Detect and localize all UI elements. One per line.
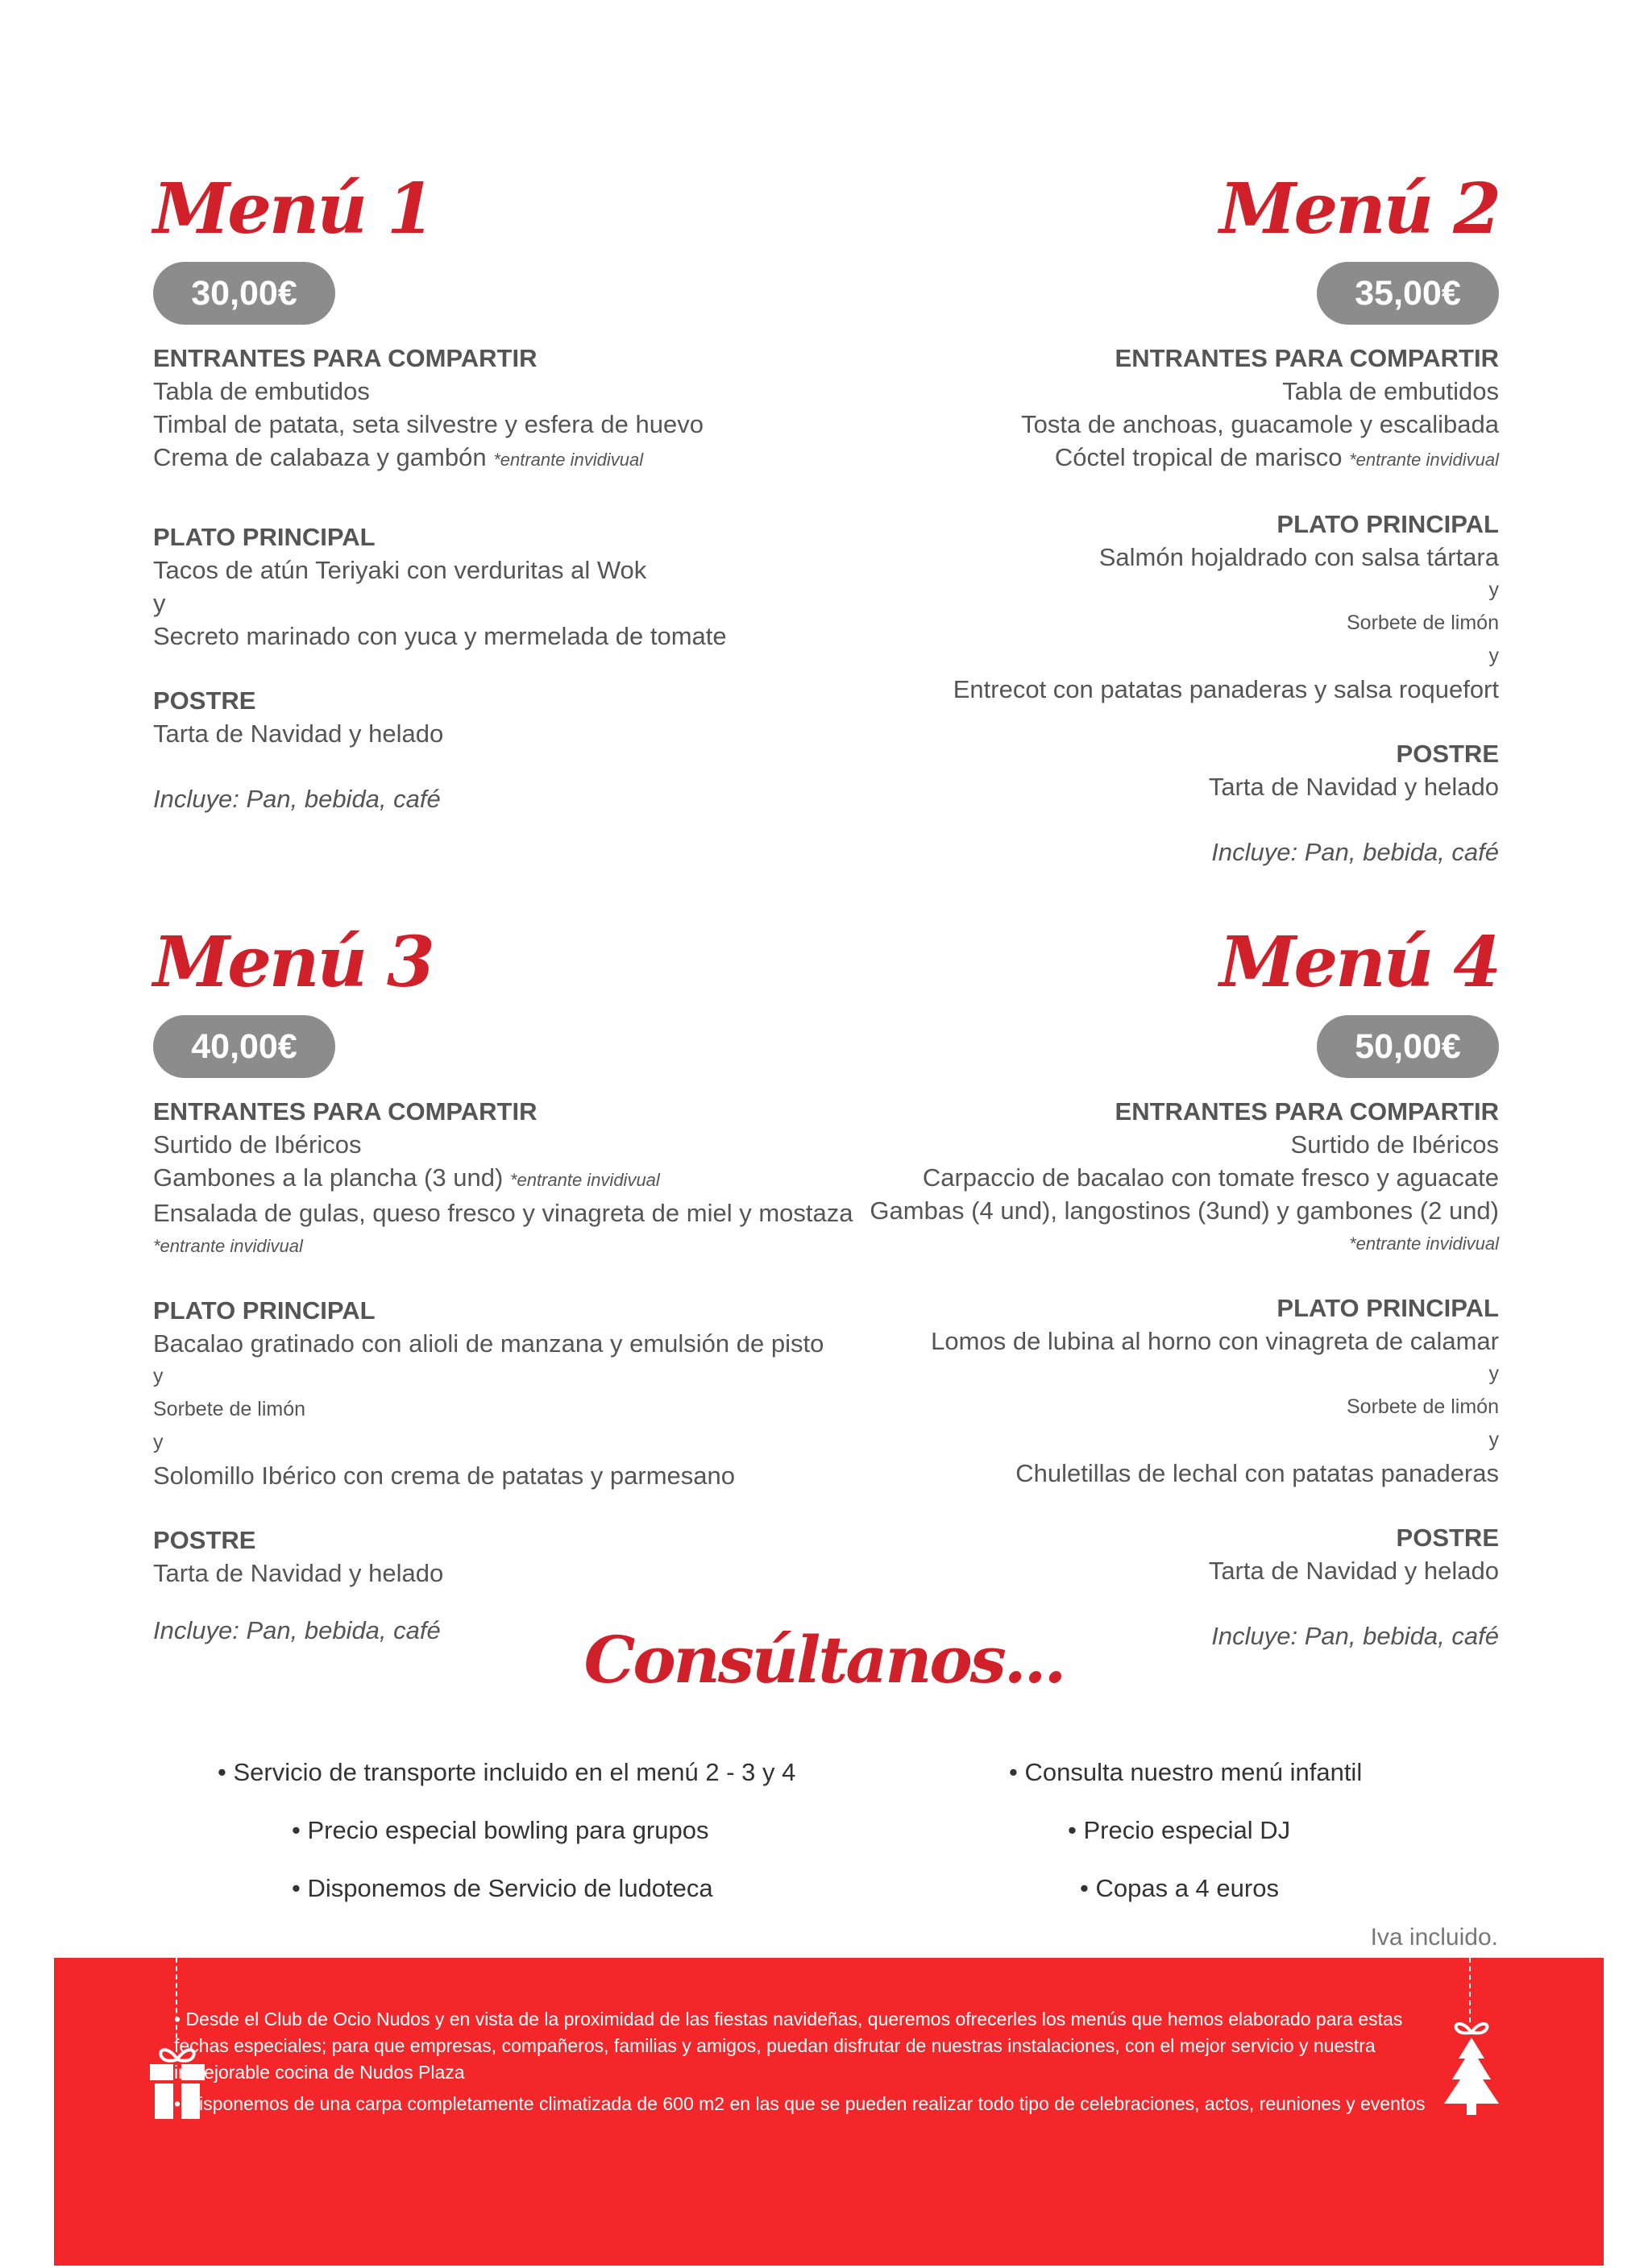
dish-line: y xyxy=(1488,578,1499,601)
footer-text xyxy=(174,2006,1431,2122)
section-heading: PLATO PRINCIPAL xyxy=(1276,510,1499,538)
dish-line: Tarta de Navidad y helado xyxy=(153,719,444,748)
dish-line: Salmón hojaldrado con salsa tártara xyxy=(1098,543,1499,571)
dish-note: *entrante invidivual xyxy=(1349,450,1499,470)
price-badge: 30,00€ xyxy=(153,262,335,325)
dish-line: Carpaccio de bacalao con tomate fresco y aguacate xyxy=(922,1163,1499,1192)
section-heading: POSTRE xyxy=(1396,740,1499,768)
includes-text: Incluye: Pan, bebida, café xyxy=(153,1616,441,1644)
menu-title: Menú 3 xyxy=(153,922,433,1003)
info-bullet: • Consulta nuestro menú infantil xyxy=(1009,1758,1363,1786)
section-heading: ENTRANTES PARA COMPARTIR xyxy=(153,1097,538,1126)
christmas-tree-icon xyxy=(1439,2018,1504,2127)
section-heading: ENTRANTES PARA COMPARTIR xyxy=(153,344,538,372)
price-badge: 40,00€ xyxy=(153,1015,335,1078)
dish-line: y xyxy=(1488,1362,1499,1385)
menu-2 xyxy=(725,169,1499,869)
section-heading: ENTRANTES PARA COMPARTIR xyxy=(1115,344,1499,372)
dish-line: y xyxy=(1488,1428,1499,1451)
dish-line: Entrecot con patatas panaderas y salsa roquefort xyxy=(953,675,1499,703)
dish-line: y xyxy=(1488,645,1499,667)
dish-line: Sorbete de limón xyxy=(1346,1395,1499,1418)
menu-title: Menú 2 xyxy=(1219,168,1499,250)
dish-line: Tabla de embutidos xyxy=(1282,377,1499,405)
dish-line: Tabla de embutidos xyxy=(153,377,370,405)
price-badge: 50,00€ xyxy=(1317,1015,1499,1078)
info-bullet: • Precio especial bowling para grupos xyxy=(292,1816,709,1844)
price-badge: 35,00€ xyxy=(1317,262,1499,325)
info-bullet: • Copas a 4 euros xyxy=(1080,1874,1279,1902)
dish-text: Cóctel tropical de marisco xyxy=(1054,443,1343,471)
dish-note: *entrante invidivual xyxy=(509,1170,660,1190)
dish-line: y xyxy=(153,1365,164,1387)
info-bullet: • Precio especial DJ xyxy=(1068,1816,1291,1844)
dish-line: Tacos de atún Teriyaki con verduritas al Wok xyxy=(153,556,647,584)
footer-paragraph: • Disponemos de una carpa completamente climatizada de 600 m2 en las que se pueden realizar todo tipo de celebraciones, actos, reuniones y eventos xyxy=(174,2093,1426,2114)
section-heading: POSTRE xyxy=(153,686,256,715)
dish-line: y xyxy=(153,1431,164,1453)
menu-title: Menú 4 xyxy=(1219,922,1499,1003)
iva-note: Iva incluido. xyxy=(1370,1924,1498,1951)
section-heading: PLATO PRINCIPAL xyxy=(153,1296,376,1325)
dish-note: *entrante invidivual xyxy=(493,450,644,470)
dish-line: Surtido de Ibéricos xyxy=(153,1130,362,1159)
section-heading: PLATO PRINCIPAL xyxy=(153,523,376,551)
info-bullet: • Disponemos de Servicio de ludoteca xyxy=(292,1874,713,1902)
section-heading: POSTRE xyxy=(1396,1524,1499,1552)
dish-line: Chuletillas de lechal con patatas panaderas xyxy=(1015,1459,1499,1487)
consult-title: Consúltanos... xyxy=(583,1622,1065,1698)
dish-line: Tarta de Navidad y helado xyxy=(1208,773,1499,801)
footer-paragraph: • Desde el Club de Ocio Nudos y en vista de la proximidad de las fiestas navideñas, queremos ofrecerles los menús que hemos elaborado para estas fechas especiales; para que empresas, compañeros, familias y amigos, puedan disfrutar de nuestras instalaciones, con el mejor servicio y nuestra inmejorable cocina de Nudos Plaza xyxy=(174,2009,1403,2083)
dish-line: y xyxy=(153,589,166,617)
dish-line: Solomillo Ibérico con crema de patatas y parmesano xyxy=(153,1462,735,1490)
dish-line: Lomos de lubina al horno con vinagreta de calamar xyxy=(931,1327,1499,1355)
section-heading: ENTRANTES PARA COMPARTIR xyxy=(1115,1097,1499,1126)
dish-text: Crema de calabaza y gambón xyxy=(153,443,487,471)
dish-line: Timbal de patata, seta silvestre y esfera de huevo xyxy=(153,410,704,438)
dish-line: Ensalada de gulas, queso fresco y vinagreta de miel y mostaza xyxy=(153,1199,853,1227)
dish-line: Tarta de Navidad y helado xyxy=(1208,1557,1499,1585)
dish-line: Gambas (4 und), langostinos (3und) y gambones (2 und) xyxy=(870,1196,1499,1225)
dish-line: Sorbete de limón xyxy=(1346,612,1499,634)
dish-line xyxy=(725,441,1499,476)
dish-line: Tosta de anchoas, guacamole y escalibada xyxy=(1021,410,1499,438)
ornament-string xyxy=(1469,1958,1471,2022)
includes-text: Incluye: Pan, bebida, café xyxy=(1211,1622,1499,1650)
info-bullet: • Servicio de transporte incluido en el menú 2 - 3 y 4 xyxy=(218,1758,796,1786)
dish-text: Gambones a la plancha (3 und) xyxy=(153,1163,504,1192)
dish-line: Secreto marinado con yuca y mermelada de tomate xyxy=(153,622,727,650)
section-heading: PLATO PRINCIPAL xyxy=(1276,1294,1499,1322)
includes-text: Incluye: Pan, bebida, café xyxy=(1211,838,1499,866)
dish-line: Surtido de Ibéricos xyxy=(1290,1130,1499,1159)
dish-line: Sorbete de limón xyxy=(153,1398,306,1420)
dish-line: Bacalao gratinado con alioli de manzana y emulsión de pisto xyxy=(153,1329,824,1358)
menu-4 xyxy=(725,923,1499,1652)
dish-note: *entrante invidivual xyxy=(1349,1234,1499,1254)
dish-note: *entrante invidivual xyxy=(153,1236,303,1256)
section-heading: POSTRE xyxy=(153,1526,256,1554)
dish-line: Tarta de Navidad y helado xyxy=(153,1559,444,1587)
menu-title: Menú 1 xyxy=(153,168,433,250)
includes-text: Incluye: Pan, bebida, café xyxy=(153,785,441,813)
